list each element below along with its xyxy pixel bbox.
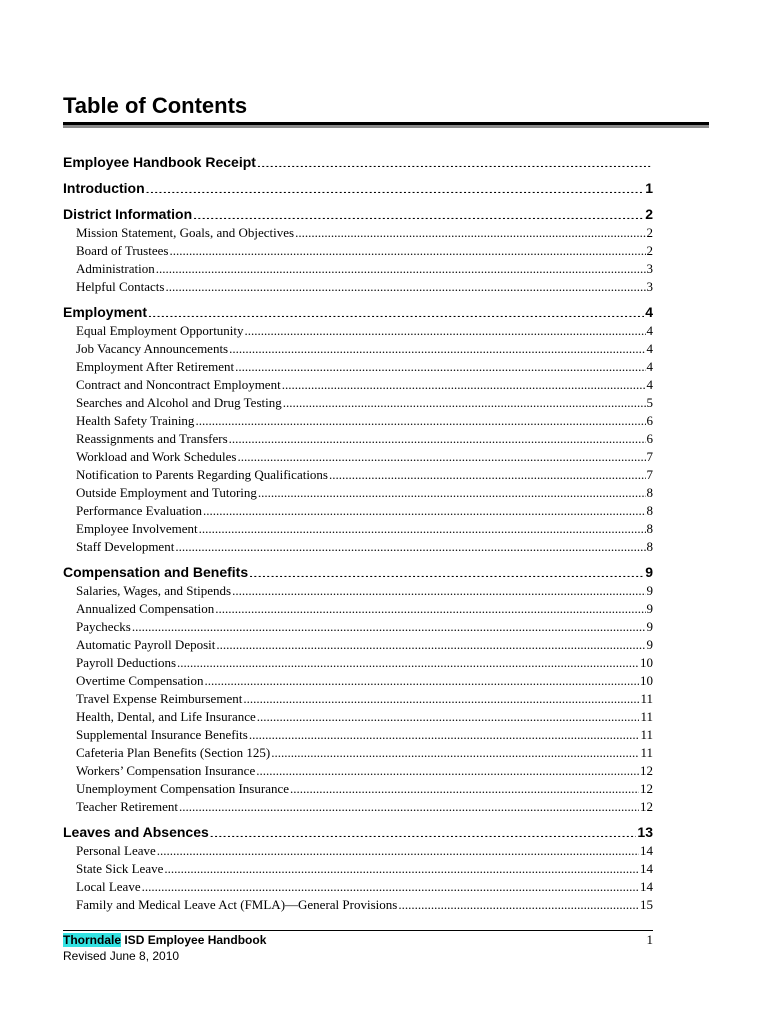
toc-entry-page: 3: [646, 279, 653, 294]
toc-entry-page: 2: [646, 243, 653, 258]
toc-subsection-entry[interactable]: [63, 412, 653, 430]
toc-subsection-entry[interactable]: [63, 430, 653, 448]
toc-entry-label: Cafeteria Plan Benefits (Section 125): [76, 745, 271, 760]
toc-section-entry[interactable]: [63, 204, 653, 224]
toc-dot-leader: [245, 322, 646, 335]
toc-entry-label: Board of Trustees: [76, 243, 169, 258]
toc-entry-label: Contract and Noncontract Employment: [76, 377, 281, 392]
toc-entry-label: Notification to Parents Regarding Qualifications: [76, 467, 328, 482]
toc-dot-leader: [210, 823, 637, 837]
footer-page-number: 1: [646, 932, 653, 947]
toc-entry-label: Performance Evaluation: [76, 503, 202, 518]
page-footer: [63, 932, 653, 964]
toc-entry-label: Local Leave: [76, 879, 141, 894]
toc-subsection-entry[interactable]: [63, 340, 653, 358]
title-divider: [63, 122, 709, 128]
toc-entry-label: Salaries, Wages, and Stipends: [76, 583, 232, 598]
toc-entry-page: 4: [646, 341, 653, 356]
toc-entry-page: 4: [645, 304, 653, 320]
toc-entry-page: 4: [646, 377, 653, 392]
toc-entry-page: 9: [645, 564, 653, 580]
toc-entry-page: 6: [646, 413, 653, 428]
footer-district-name: Thorndale: [63, 933, 122, 947]
page-title: Table of Contents: [63, 93, 248, 118]
toc-entry-page: 14: [640, 843, 653, 858]
toc-subsection-entry[interactable]: [63, 600, 653, 618]
toc-dot-leader: [243, 690, 639, 703]
toc-dot-leader: [132, 618, 646, 631]
toc-dot-leader: [203, 502, 646, 515]
toc-subsection-entry[interactable]: [63, 466, 653, 484]
toc-entry-page: 11: [640, 745, 653, 760]
footer-divider: [63, 930, 653, 931]
toc-entry-label: Overtime Compensation: [76, 673, 204, 688]
toc-dot-leader: [258, 484, 646, 497]
toc-entry-page: 12: [640, 781, 653, 796]
toc-dot-leader: [204, 672, 639, 685]
toc-entry-page: 15: [640, 897, 653, 912]
toc-entry-label: Employment: [63, 304, 148, 320]
toc-dot-leader: [235, 358, 645, 371]
toc-entry-page: 9: [646, 601, 653, 616]
toc-subsection-entry[interactable]: [63, 394, 653, 412]
toc-subsection-entry[interactable]: [63, 376, 653, 394]
toc-dot-leader: [232, 582, 645, 595]
toc-entry-label: Compensation and Benefits: [63, 564, 249, 580]
toc-entry-label: Personal Leave: [76, 843, 156, 858]
toc-entry-label: Supplemental Insurance Benefits: [76, 727, 248, 742]
toc-entry-page: 14: [640, 861, 653, 876]
toc-subsection-entry[interactable]: [63, 636, 653, 654]
toc-dot-leader: [329, 466, 646, 479]
toc-subsection-entry[interactable]: [63, 520, 653, 538]
toc-section-entry[interactable]: [63, 822, 653, 842]
toc-entry-label: Health Safety Training: [76, 413, 195, 428]
toc-entry-page: 14: [640, 879, 653, 894]
toc-dot-leader: [271, 744, 639, 757]
toc-entry-page: 7: [646, 467, 653, 482]
toc-entry-label: Staff Development: [76, 539, 175, 554]
toc-entry-label: Reassignments and Transfers: [76, 431, 228, 446]
toc-dot-leader: [142, 878, 639, 891]
toc-dot-leader: [148, 303, 644, 317]
toc-entry-label: Employment After Retirement: [76, 359, 235, 374]
toc-entry-label: Job Vacancy Announcements: [76, 341, 229, 356]
toc-entry-page: 2: [646, 225, 653, 240]
toc-dot-leader: [157, 842, 639, 855]
toc-entry-label: Paychecks: [76, 619, 131, 634]
toc-entry-page: 9: [646, 619, 653, 634]
toc-subsection-entry[interactable]: [63, 582, 653, 600]
toc-entry-label: Teacher Retirement: [76, 799, 178, 814]
toc-entry-label: Administration: [76, 261, 155, 276]
toc-subsection-entry[interactable]: [63, 260, 653, 278]
toc-dot-leader: [179, 798, 639, 811]
toc-entry-label: Travel Expense Reimbursement: [76, 691, 243, 706]
toc-subsection-entry[interactable]: [63, 242, 653, 260]
toc-entry-page: 11: [640, 727, 653, 742]
toc-entry-label: State Sick Leave: [76, 861, 164, 876]
toc-entry-page: 11: [640, 691, 653, 706]
toc-subsection-entry[interactable]: [63, 322, 653, 340]
toc-dot-leader: [177, 654, 639, 667]
toc-entry-page: 6: [646, 431, 653, 446]
toc-entry-page: 12: [640, 763, 653, 778]
toc-dot-leader: [146, 179, 645, 193]
toc-dot-leader: [249, 726, 640, 739]
toc-entry-label: Health, Dental, and Life Insurance: [76, 709, 256, 724]
toc-subsection-entry[interactable]: [63, 672, 653, 690]
toc-subsection-entry[interactable]: [63, 798, 653, 816]
toc-dot-leader: [175, 538, 645, 551]
toc-entry-label: Searches and Alcohol and Drug Testing: [76, 395, 282, 410]
toc-entry-label: Unemployment Compensation Insurance: [76, 781, 290, 796]
toc-subsection-entry[interactable]: [63, 726, 653, 744]
toc-subsection-entry[interactable]: [63, 744, 653, 762]
toc-entry-label: Employee Involvement: [76, 521, 198, 536]
toc-entry-label: Mission Statement, Goals, and Objectives: [76, 225, 295, 240]
toc-entry-label: Workers’ Compensation Insurance: [76, 763, 256, 778]
toc-entry-label: Payroll Deductions: [76, 655, 177, 670]
toc-subsection-entry[interactable]: [63, 448, 653, 466]
toc-dot-leader: [295, 224, 645, 237]
toc-dot-leader: [216, 636, 645, 649]
toc-entry-label: Outside Employment and Tutoring: [76, 485, 257, 500]
toc-entry-page: 8: [646, 485, 653, 500]
footer-revised-date: Revised June 8, 2010: [63, 949, 180, 963]
toc-subsection-entry[interactable]: [63, 654, 653, 672]
toc-subsection-entry[interactable]: [63, 484, 653, 502]
toc-entry-page: 5: [646, 395, 653, 410]
toc-entry-page: 13: [637, 824, 653, 840]
table-of-contents: [63, 152, 653, 914]
toc-section-entry[interactable]: [63, 562, 653, 582]
toc-dot-leader: [156, 260, 646, 273]
toc-entry-page: 8: [646, 521, 653, 536]
toc-entry-page: 2: [645, 206, 653, 222]
toc-dot-leader: [193, 205, 644, 219]
toc-dot-leader: [165, 278, 645, 291]
toc-entry-label: Leaves and Absences: [63, 824, 209, 840]
toc-subsection-entry[interactable]: [63, 502, 653, 520]
footer-handbook-title: [63, 932, 653, 948]
toc-section-entry[interactable]: [63, 152, 653, 172]
toc-entry-page: 11: [640, 709, 653, 724]
toc-dot-leader: [215, 600, 645, 613]
toc-subsection-entry[interactable]: [63, 278, 653, 296]
toc-entry-label: Workload and Work Schedules: [76, 449, 237, 464]
toc-subsection-entry[interactable]: [63, 708, 653, 726]
toc-dot-leader: [283, 394, 646, 407]
toc-subsection-entry[interactable]: [63, 878, 653, 896]
toc-dot-leader: [282, 376, 646, 389]
toc-dot-leader: [195, 412, 645, 425]
toc-dot-leader: [229, 340, 645, 353]
toc-entry-page: 10: [640, 673, 653, 688]
toc-entry-page: 3: [646, 261, 653, 276]
toc-entry-page: 10: [640, 655, 653, 670]
toc-subsection-entry[interactable]: [63, 538, 653, 556]
toc-subsection-entry[interactable]: [63, 618, 653, 636]
toc-entry-page: 4: [646, 359, 653, 374]
toc-subsection-entry[interactable]: [63, 780, 653, 798]
toc-entry-page: 1: [645, 180, 653, 196]
toc-entry-label: Automatic Payroll Deposit: [76, 637, 216, 652]
toc-subsection-entry[interactable]: [63, 690, 653, 708]
toc-section-entry[interactable]: [63, 302, 653, 322]
toc-subsection-entry[interactable]: [63, 358, 653, 376]
toc-subsection-entry[interactable]: [63, 896, 653, 914]
toc-entry-label: Equal Employment Opportunity: [76, 323, 244, 338]
toc-section-entry[interactable]: [63, 178, 653, 198]
toc-dot-leader: [169, 242, 645, 255]
toc-dot-leader: [164, 860, 639, 873]
toc-dot-leader: [257, 708, 640, 721]
toc-entry-label: Employee Handbook Receipt: [63, 154, 256, 170]
toc-entry-label: Introduction: [63, 180, 145, 196]
toc-entry-label: Family and Medical Leave Act (FMLA)—General Provisions: [76, 897, 398, 912]
toc-subsection-entry[interactable]: [63, 224, 653, 242]
toc-dot-leader: [238, 448, 646, 461]
toc-entry-page: 7: [646, 449, 653, 464]
toc-entry-page: 8: [646, 539, 653, 554]
toc-subsection-entry[interactable]: [63, 842, 653, 860]
toc-subsection-entry[interactable]: [63, 762, 653, 780]
toc-dot-leader: [256, 762, 639, 775]
toc-entry-page: 12: [640, 799, 653, 814]
toc-dot-leader: [199, 520, 646, 533]
footer-handbook-name: ISD Employee Handbook: [121, 933, 267, 947]
toc-subsection-entry[interactable]: [63, 860, 653, 878]
toc-entry-page: 4: [646, 323, 653, 338]
toc-entry-page: 9: [646, 583, 653, 598]
toc-entry-label: District Information: [63, 206, 193, 222]
toc-dot-leader: [229, 430, 646, 443]
toc-entry-label: Annualized Compensation: [76, 601, 215, 616]
toc-dot-leader: [290, 780, 639, 793]
toc-dot-leader: [249, 563, 644, 577]
toc-entry-page: 8: [646, 503, 653, 518]
toc-dot-leader: [398, 896, 639, 909]
toc-dot-leader: [257, 153, 652, 167]
toc-entry-page: 9: [646, 637, 653, 652]
toc-entry-label: Helpful Contacts: [76, 279, 165, 294]
